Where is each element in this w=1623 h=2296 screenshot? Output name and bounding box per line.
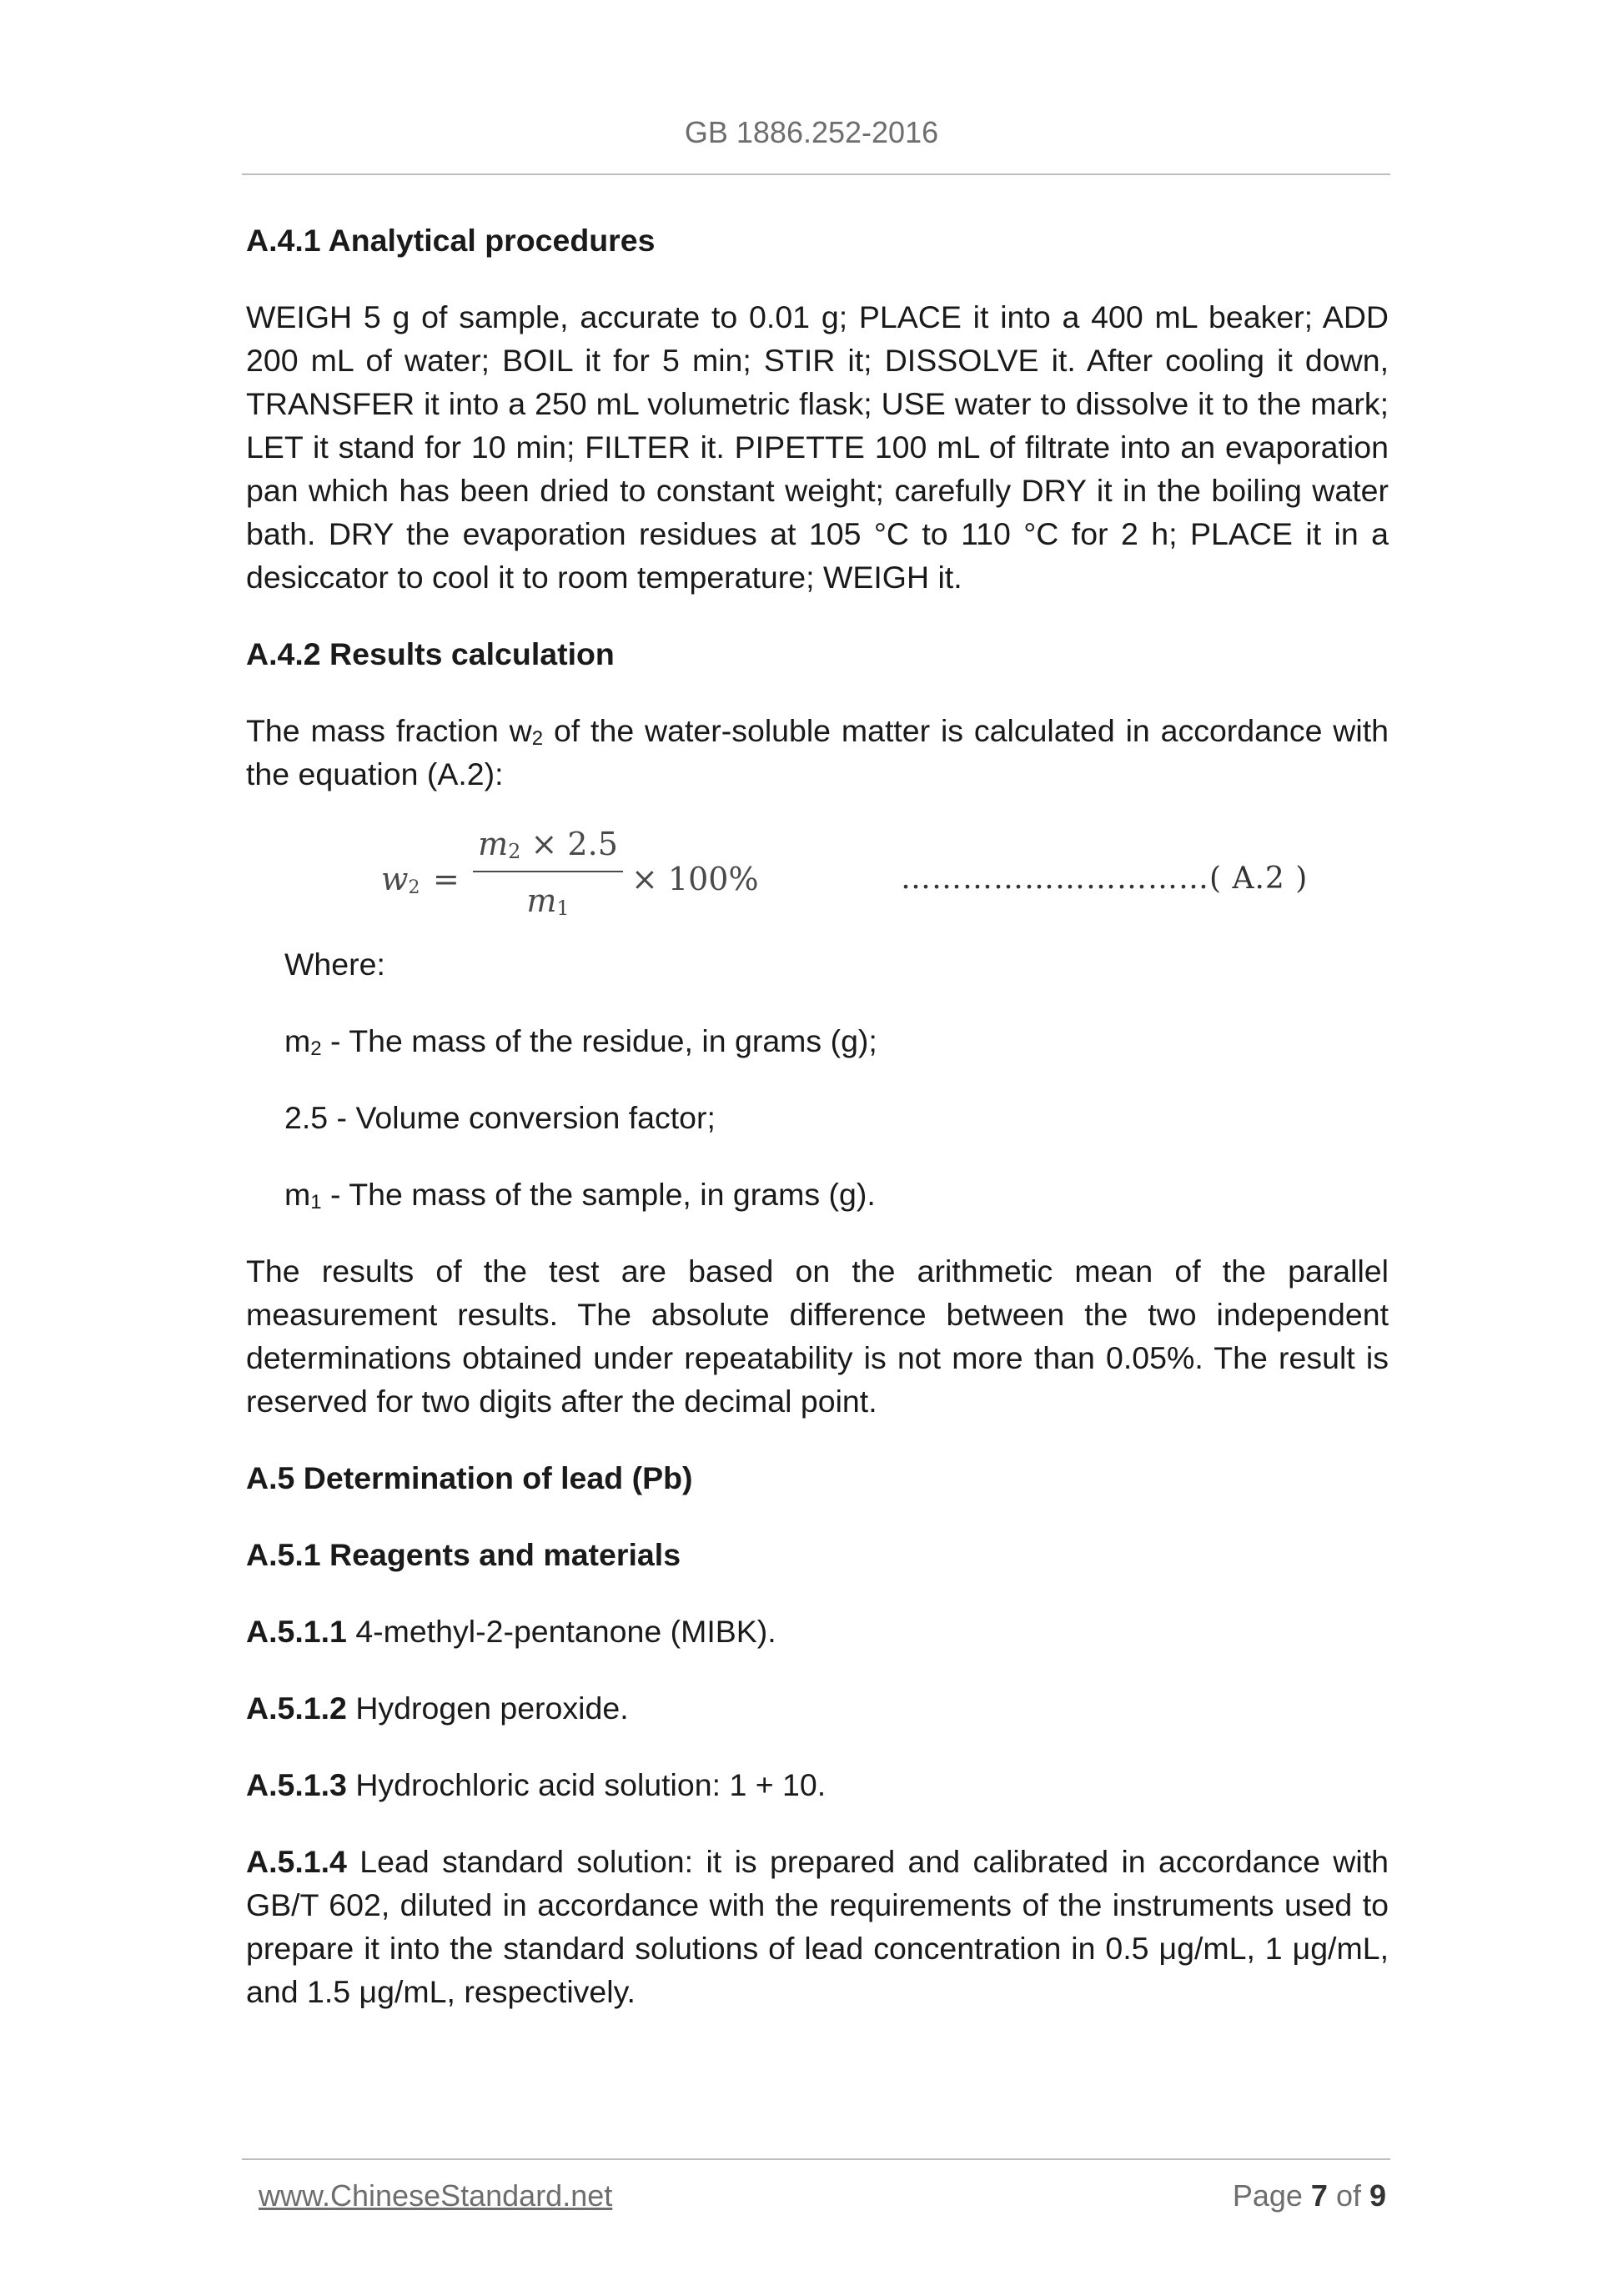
where-item-factor: 2.5 - Volume conversion factor; [284, 1100, 716, 1135]
section-a42-title: A.4.2 Results calculation [246, 636, 615, 671]
footer-divider [242, 2158, 1390, 2160]
equation-lhs: $w_2$ [381, 861, 420, 898]
reagent-a512: A.5.1.2 Hydrogen peroxide. [246, 1691, 629, 1726]
where-item-m2: $m_2$ - The mass of the residue, in grams (g); [284, 1023, 877, 1060]
header-divider [242, 173, 1390, 175]
footer-website-link[interactable]: www.ChineseStandard.net [259, 2178, 613, 2213]
reagent-a511: A.5.1.1 4-methyl-2-pentanone (MIBK). [246, 1614, 776, 1649]
equation-denominator: $m_1$ [526, 882, 570, 920]
reagent-a514: A.5.1.4 Lead standard solution: it is prepared and calibrated in accordance with GB/T 602, diluted in accordance with the requirements of the instruments used to prepare it into the standard solutions of lead concentration in 0.5 μg/mL, 1 μg/mL, and 1.5 μg/mL, respectively. [246, 1844, 1389, 2009]
footer-page-number: Page 7 of 9 [1232, 2178, 1386, 2213]
where-item-m1: $m_1$ - The mass of the sample, in grams (g). [284, 1177, 876, 1213]
equation-number: …………………………( A.2 ) [901, 862, 1309, 896]
equation-numerator: $m_2 \times 2.5$ [478, 826, 618, 863]
fraction-bar [473, 871, 623, 872]
where-label: Where: [284, 947, 385, 982]
equation-equals: = [433, 861, 460, 897]
page-content [246, 219, 1389, 2013]
section-a42-body: The mass fraction $w_2$ of the water-soluble matter is calculated in accordance with the equation (A.2): [246, 713, 1389, 791]
equation-a2 [246, 817, 1389, 934]
equation-multiplier: × 100% [631, 861, 759, 897]
results-paragraph: The results of the test are based on the arithmetic mean of the parallel measurement results. The absolute difference between the two independent determinations obtained under repeatability is not more than 0.05%. The result is reserved for two digits after the decimal point. [246, 1254, 1389, 1419]
section-a51-title: A.5.1 Reagents and materials [246, 1537, 681, 1572]
section-a41-title: A.4.1 Analytical procedures [246, 223, 656, 258]
header-standard-number: GB 1886.252-2016 [684, 115, 939, 149]
section-a5-title: A.5 Determination of lead (Pb) [246, 1460, 693, 1495]
section-a41-body: WEIGH 5 g of sample, accurate to 0.01 g; PLACE it into a 400 mL beaker; ADD 200 mL of water; BOIL it for 5 min; STIR it; DISSOLVE it. After cooling it down, TRANSFER it into a 250 mL volumetric flask; USE water to dissolve it to the mark; LET it stand for 10 min; FILTER it. PIPETTE 100 mL of filtrate into an evaporation pan which has been dried to constant weight; carefully DRY it in the boiling water bath. DRY the evaporation residues at 105 °C to 110 °C for 2 h; PLACE it in a desiccator to cool it to room temperature; WEIGH it. [246, 299, 1389, 595]
reagent-a513: A.5.1.3 Hydrochloric acid solution: 1 + 10. [246, 1767, 827, 1802]
